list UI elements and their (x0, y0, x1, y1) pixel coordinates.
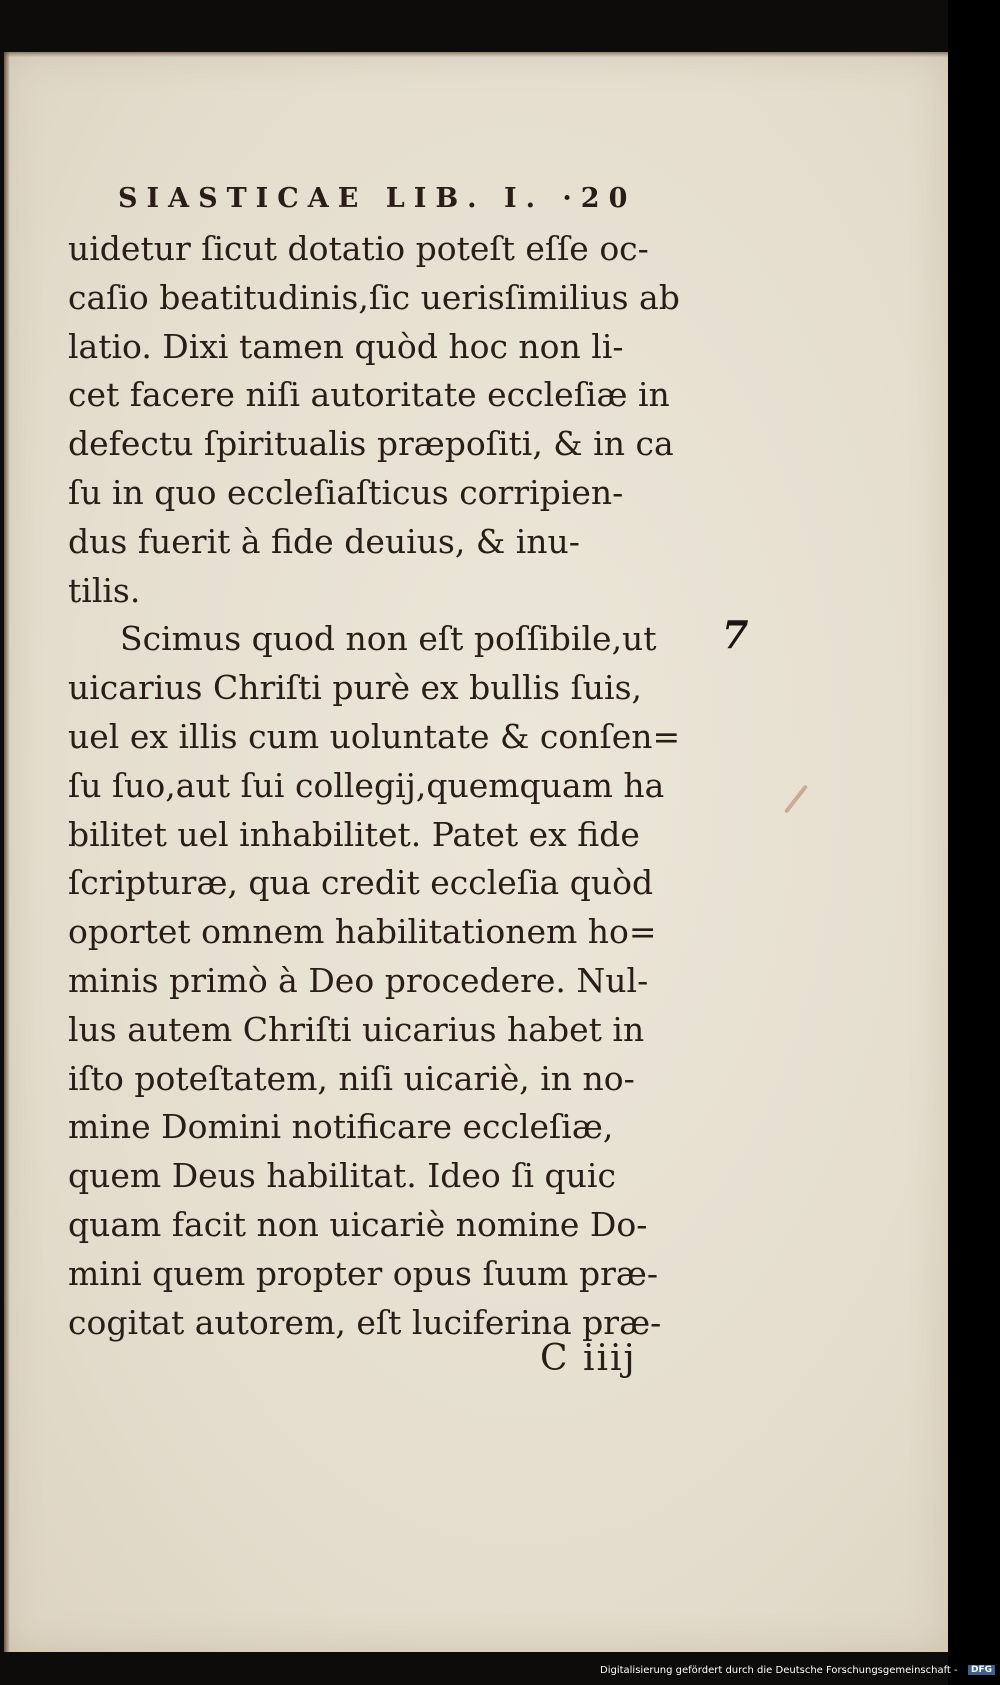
margin-note-number: 7 (722, 612, 749, 657)
text-line: uidetur ſicut dotatio poteſt eſſe oc- (68, 229, 649, 268)
dfg-logo: DFG (968, 1665, 995, 1675)
text-line: tilis. (68, 570, 141, 610)
text-line: uicarius Chriſti purè ex bullis ſuis, (68, 668, 643, 708)
signature-mark: C iiij (540, 1338, 637, 1379)
text-line: dus fuerit à fide deuius, & inu- (68, 521, 580, 561)
main-text-block (68, 225, 720, 1347)
text-line: quam facit non uicariè nomine Do- (68, 1204, 648, 1244)
text-line: mine Domini notificare eccleſiæ, (68, 1107, 614, 1147)
page-edge-shadow-top (4, 52, 948, 57)
text-line: uel ex illis cum uoluntate & conſen= (68, 716, 681, 756)
paragraph-start-line: Scimus quod non eſt poſſibile,ut (120, 619, 657, 659)
text-line: quem Deus habilitat. Ideo ſi quic (68, 1156, 616, 1196)
text-line: ſu ſuo,aut ſui collegij,quemquam ha (68, 765, 665, 805)
text-line: oportet omnem habilitationem ho= (68, 912, 657, 952)
text-line: lus autem Chriſti uicarius habet in (68, 1009, 645, 1049)
text-line: defectu ſpiritualis præpoſiti, & in ca (68, 424, 674, 464)
text-line: bilitet uel inhabilitet. Patet ex fide (68, 814, 640, 854)
text-line: cet facere niſi autoritate eccleſiæ in (68, 375, 670, 415)
text-line: ſu in quo eccleſiaſticus corripien- (68, 472, 624, 512)
text-line: iſto poteſtatem, niſi uicariè, in no- (68, 1058, 635, 1098)
scan-gutter (948, 0, 1000, 1685)
text-line: latio. Dixi tamen quòd hoc non li- (68, 326, 624, 366)
running-head: SIASTICAE LIB. I. ·20 (118, 183, 637, 214)
text-line: cogitat autorem, eſt luciferina præ- (68, 1302, 662, 1342)
text-line: caſio beatitudinis,ſic uerisſimilius ab (68, 277, 680, 317)
text-line: minis primò à Deo procedere. Nul- (68, 960, 649, 1000)
page-edge-shadow-left (4, 52, 10, 1652)
text-line: ſcripturæ, qua credit eccleſia quòd (68, 863, 654, 903)
text-line: mini quem propter opus ſuum præ- (68, 1253, 659, 1293)
digitization-credit: Digitalisierung gefördert durch die Deutsche Forschungsgemeinschaft - (600, 1665, 958, 1676)
